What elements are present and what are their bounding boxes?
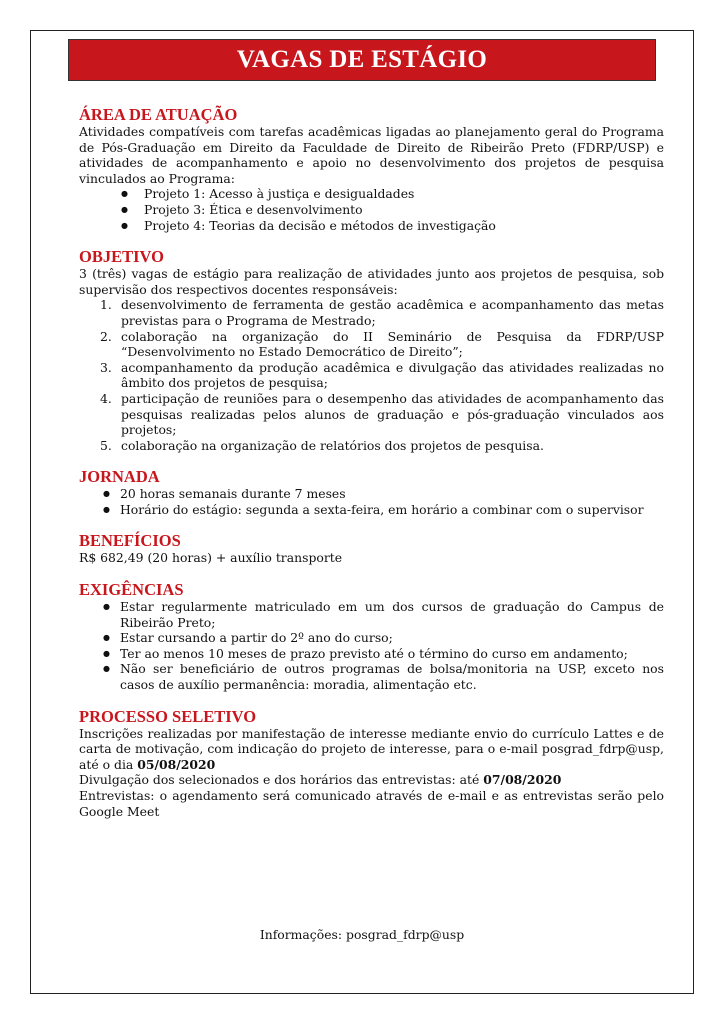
processo-line-2 [79, 772, 664, 788]
list-item [79, 391, 664, 438]
list-number: 1. [100, 297, 112, 313]
section-jornada [79, 467, 664, 517]
list-text: colaboração na organização do II Seminário de Pesquisa da FDRP/USP “Desenvolvimento no Estado Democrático de Direito”; [121, 328, 664, 360]
section-heading-objetivo: OBJETIVO [79, 247, 164, 267]
list-item: ● Estar cursando a partir do 2º ano do curso; [79, 630, 664, 646]
list-item: ● Horário do estágio: segunda a sexta-feira, em horário a combinar com o supervisor [79, 502, 664, 518]
list-text: acompanhamento da produção acadêmica e divulgação das atividades realizadas no âmbito dos projetos de pesquisa; [121, 359, 664, 391]
processo-text-1: Inscrições realizadas por manifestação de interesse mediante envio do currículo Lattes e de carta de motivação, com indicação do projeto de interesse, para o e-mail posgrad_fdrp@usp, até o dia [79, 725, 664, 772]
list-item [79, 297, 664, 328]
document-body [79, 105, 664, 833]
page-title: VAGAS DE ESTÁGIO [236, 46, 488, 73]
objetivo-text: 3 (três) vagas de estágio para realização de atividades junto aos projetos de pesquisa, sob supervisão dos respectivos docentes responsáveis: [79, 266, 664, 297]
list-item: ● Estar regularmente matriculado em um dos cursos de graduação do Campus de Ribeirão Preto; [79, 599, 664, 630]
list-item: ● 20 horas semanais durante 7 meses [79, 486, 664, 502]
section-processo [79, 707, 664, 820]
objetivo-list [79, 297, 664, 453]
footer-info: Informações: posgrad_fdrp@usp [259, 927, 465, 942]
deadline-date: 05/08/2020 [137, 756, 216, 772]
list-text: desenvolvimento de ferramenta de gestão acadêmica e acompanhamento das metas previstas para o Programa de Mestrado; [121, 297, 664, 328]
list-item [79, 360, 664, 391]
title-banner [68, 39, 656, 81]
list-item: ● Projeto 3: Ética e desenvolvimento [79, 202, 664, 218]
exigencias-list [79, 599, 664, 693]
list-item: ● Projeto 1: Acesso à justiça e desigualdades [79, 186, 664, 202]
jornada-list [79, 486, 664, 517]
area-list [79, 186, 664, 233]
list-item: ● Projeto 4: Teorias da decisão e métodos de investigação [79, 218, 664, 234]
processo-text-2: Divulgação dos selecionados e dos horários das entrevistas: até [79, 772, 484, 788]
list-number: 2. [100, 328, 112, 344]
section-beneficios [79, 531, 664, 566]
list-text: colaboração na organização de relatórios dos projetos de pesquisa. [121, 437, 544, 453]
list-number: 4. [100, 390, 112, 406]
list-item [79, 329, 664, 360]
section-heading-processo: PROCESSO SELETIVO [79, 706, 257, 726]
list-number: 3. [100, 359, 112, 375]
list-item: ● Ter ao menos 10 meses de prazo previsto até o término do curso em andamento; [79, 646, 664, 662]
beneficios-text: R$ 682,49 (20 horas) + auxílio transporte [79, 550, 343, 566]
list-text: participação de reuniões para o desempenho das atividades de acompanhamento das pesquisas realizadas pelos alunos de graduação e pós-graduação vinculados aos projetos; [121, 390, 664, 438]
section-heading-area: ÁREA DE ATUAÇÃO [79, 105, 238, 124]
area-text: Atividades compatíveis com tarefas acadêmicas ligadas ao planejamento geral do Programa de Pós-Graduação em Direito da Faculdade de Direito de Ribeirão Preto (FDRP/USP) e atividades de acompanhamento e apoio no desenvolvimento dos projetos de pesquisa vinculados ao Programa: [79, 124, 664, 186]
announcement-date: 07/08/2020 [483, 772, 562, 788]
section-exigencias [79, 580, 664, 693]
list-item: ● Não ser beneficiário de outros programas de bolsa/monitoria na USP, exceto nos casos de auxílio permanência: moradia, alimentação etc. [79, 661, 664, 692]
section-area [79, 105, 664, 233]
processo-line-3: Entrevistas: o agendamento será comunicado através de e-mail e as entrevistas serão pelo Google Meet [79, 788, 664, 819]
section-heading-jornada: JORNADA [79, 467, 160, 487]
section-objetivo [79, 247, 664, 453]
list-item [79, 438, 664, 454]
processo-line-1 [79, 726, 664, 773]
list-number: 5. [100, 437, 112, 453]
section-heading-exigencias: EXIGÊNCIAS [79, 580, 184, 600]
section-heading-beneficios: BENEFÍCIOS [79, 531, 181, 551]
